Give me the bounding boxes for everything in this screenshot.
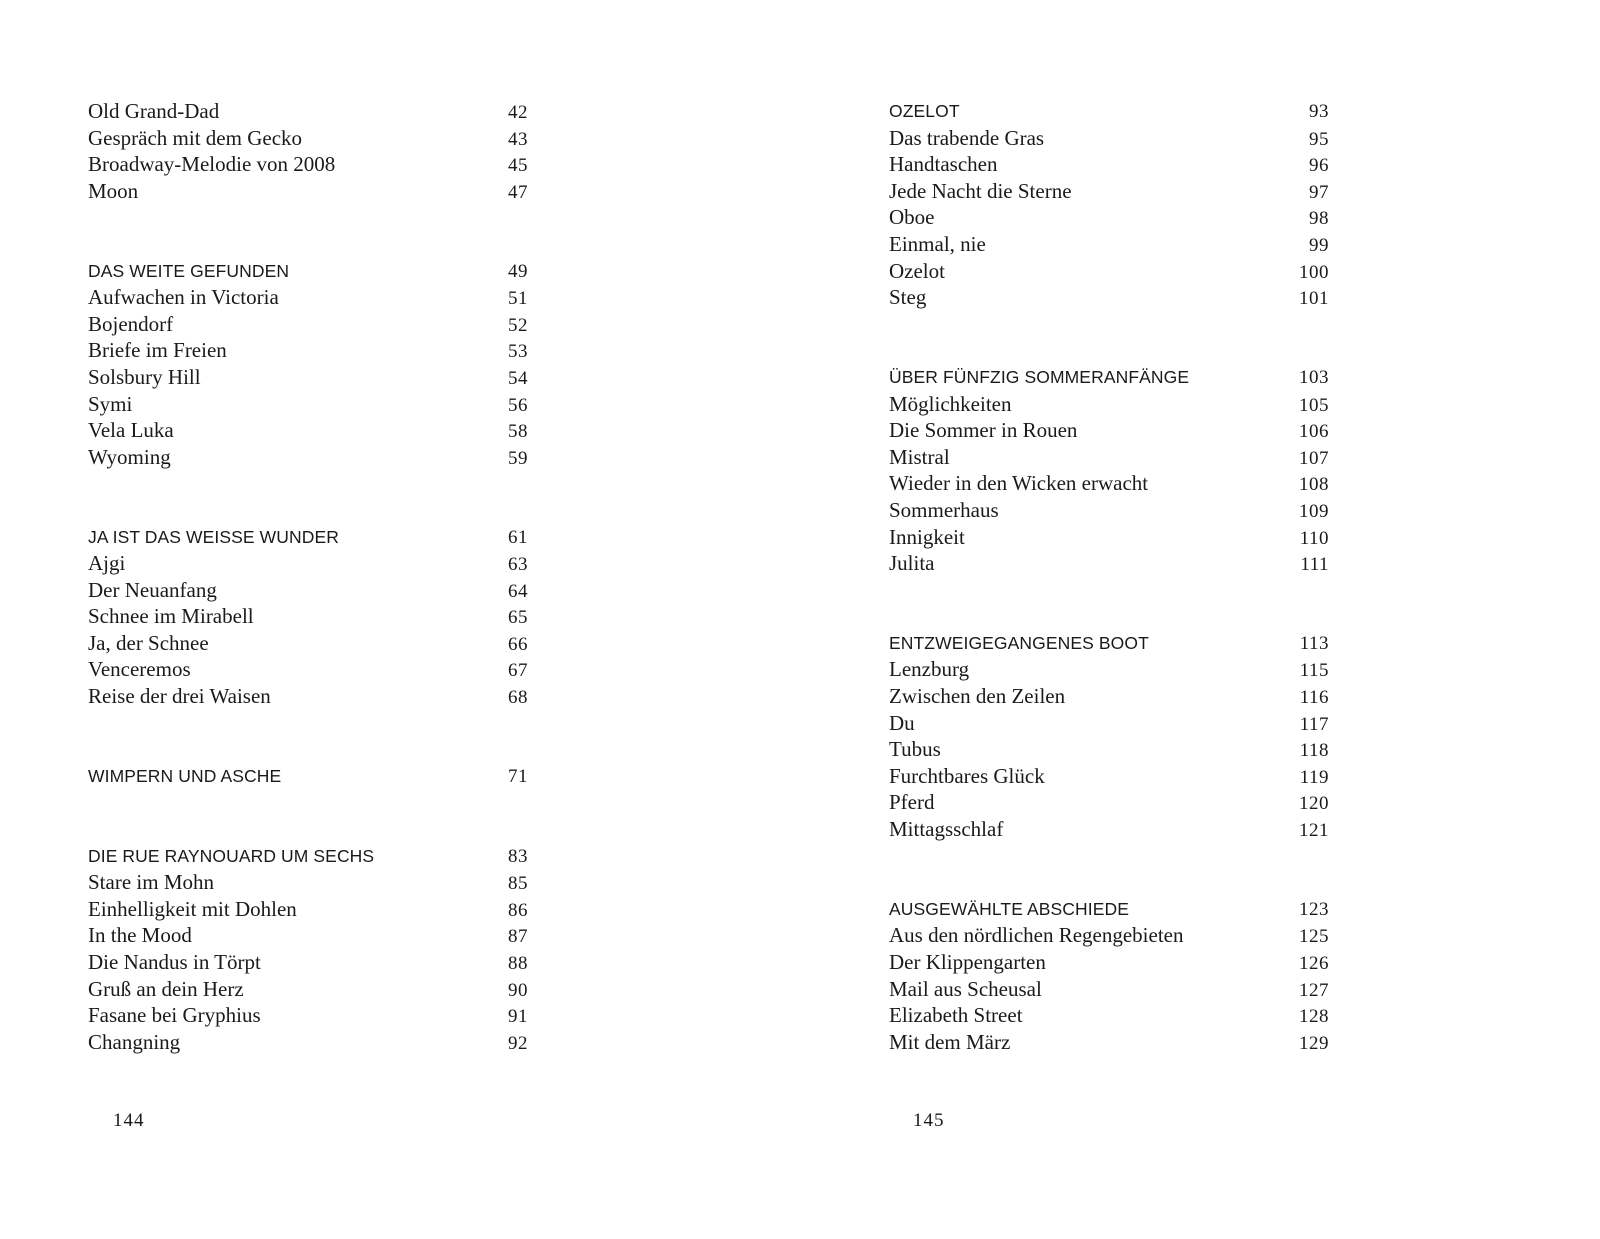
toc-entry xyxy=(88,444,528,471)
toc-title: Elizabeth Street xyxy=(889,1003,1023,1028)
toc-entry xyxy=(889,444,1329,471)
toc-page-number: 127 xyxy=(1299,979,1329,1001)
toc-page-number: 51 xyxy=(508,288,528,310)
toc-title: Venceremos xyxy=(88,657,191,682)
toc-section-heading xyxy=(889,630,1329,657)
toc-title: Reise der drei Waisen xyxy=(88,684,271,709)
toc-entry xyxy=(889,922,1329,949)
toc-section-heading xyxy=(88,763,528,790)
toc-page-number: 90 xyxy=(508,979,528,1001)
toc-entry xyxy=(889,710,1329,737)
toc-title: Symi xyxy=(88,391,133,416)
toc-page-number: 95 xyxy=(1309,128,1329,150)
toc-page-number: 109 xyxy=(1299,500,1329,522)
toc-title: Zwischen den Zeilen xyxy=(889,684,1066,709)
toc-entry xyxy=(88,151,528,178)
toc-title: Du xyxy=(889,710,915,735)
toc-title: Mit dem März xyxy=(889,1029,1011,1054)
toc-entry xyxy=(889,231,1329,258)
toc-page-number: 101 xyxy=(1299,288,1329,310)
section-gap xyxy=(88,789,528,842)
toc-entry xyxy=(88,337,528,364)
toc-title: Ajgi xyxy=(88,551,126,576)
toc-entry xyxy=(88,577,528,604)
toc-title: Broadway-Melodie von 2008 xyxy=(88,152,336,177)
toc-page-number: 98 xyxy=(1309,208,1329,230)
toc-entry xyxy=(889,470,1329,497)
toc-page-number: 68 xyxy=(508,687,528,709)
toc-section-heading xyxy=(889,364,1329,391)
toc-entry xyxy=(88,656,528,683)
toc-entry xyxy=(88,364,528,391)
toc-title: Einhelligkeit mit Dohlen xyxy=(88,896,297,921)
toc-entry xyxy=(889,949,1329,976)
toc-page-number: 119 xyxy=(1299,766,1329,788)
toc-entry xyxy=(889,976,1329,1003)
toc-entry xyxy=(88,683,528,710)
toc-page-number: 113 xyxy=(1299,632,1329,654)
toc-title: Fasane bei Gryphius xyxy=(88,1003,261,1028)
toc-title: Die Nandus in Törpt xyxy=(88,950,261,974)
toc-page-number: 61 xyxy=(508,526,528,548)
toc-page-number: 108 xyxy=(1299,474,1329,496)
toc-title: Ja, der Schnee xyxy=(88,630,209,655)
toc-page-number: 96 xyxy=(1309,155,1329,177)
toc-title: Handtaschen xyxy=(889,152,998,177)
toc-page-number: 63 xyxy=(508,554,528,576)
toc-page-number: 66 xyxy=(508,633,528,655)
toc-entry xyxy=(889,656,1329,683)
section-gap xyxy=(88,204,528,257)
toc-title: Sommerhaus xyxy=(889,497,999,522)
toc-page-number: 100 xyxy=(1299,261,1329,283)
toc-page-number: 115 xyxy=(1299,660,1329,682)
toc-entry xyxy=(88,603,528,630)
toc-page-number: 59 xyxy=(508,447,528,469)
toc-title: Julita xyxy=(889,551,935,576)
toc-title: Wieder in den Wicken erwacht xyxy=(889,471,1149,496)
toc-title: Lenzburg xyxy=(889,657,970,682)
left-page-contents xyxy=(88,98,528,1055)
toc-page-number: 110 xyxy=(1299,527,1329,549)
toc-page-number: 58 xyxy=(508,421,528,443)
toc-title: Stare im Mohn xyxy=(88,870,214,895)
toc-title: Jede Nacht die Sterne xyxy=(889,178,1072,203)
toc-entry xyxy=(88,417,528,444)
toc-title: Gespräch mit dem Gecko xyxy=(88,125,303,150)
toc-title: Der Neuanfang xyxy=(88,577,217,602)
toc-page-number: 87 xyxy=(508,926,528,948)
toc-page-number: 117 xyxy=(1299,713,1329,735)
section-gap xyxy=(88,470,528,523)
toc-entry xyxy=(88,976,528,1003)
toc-title: Das trabende Gras xyxy=(889,125,1045,150)
toc-entry xyxy=(889,284,1329,311)
toc-entry xyxy=(889,178,1329,205)
toc-entry xyxy=(889,125,1329,152)
toc-entry xyxy=(889,736,1329,763)
toc-entry xyxy=(88,284,528,311)
toc-title: Gruß an dein Herz xyxy=(88,976,244,1001)
toc-entry xyxy=(889,524,1329,551)
toc-page-number: 83 xyxy=(508,845,528,867)
toc-title: Mittagsschlaf xyxy=(889,817,1004,842)
toc-page-number: 54 xyxy=(508,367,528,389)
toc-entry xyxy=(889,550,1329,577)
toc-title: Pferd xyxy=(889,790,935,815)
toc-page-number: 52 xyxy=(508,314,528,336)
toc-entry xyxy=(889,258,1329,285)
section-gap xyxy=(88,710,528,763)
toc-title: Old Grand-Dad xyxy=(88,99,220,123)
toc-entry xyxy=(889,763,1329,790)
toc-page-number: 71 xyxy=(508,765,528,787)
toc-entry xyxy=(88,1002,528,1029)
toc-page-number: 64 xyxy=(508,580,528,602)
toc-page-number: 129 xyxy=(1299,1032,1329,1054)
toc-page-number: 65 xyxy=(508,607,528,629)
toc-title: Schnee im Mirabell xyxy=(88,604,254,629)
toc-page-number: 97 xyxy=(1309,181,1329,203)
section-gap xyxy=(889,577,1329,630)
toc-entry xyxy=(889,789,1329,816)
toc-page-number: 56 xyxy=(508,394,528,416)
toc-title: Ozelot xyxy=(889,258,945,283)
toc-section-heading xyxy=(889,98,1329,125)
toc-title: Mail aus Scheusal xyxy=(889,976,1042,1001)
toc-page-number: 123 xyxy=(1299,898,1329,920)
section-title: AUSGEWÄHLTE ABSCHIEDE xyxy=(889,898,1130,919)
section-gap xyxy=(889,311,1329,364)
toc-entry xyxy=(889,497,1329,524)
toc-entry xyxy=(88,630,528,657)
toc-entry xyxy=(88,391,528,418)
toc-entry xyxy=(889,1029,1329,1056)
section-title: ÜBER FÜNFZIG SOMMERANFÄNGE xyxy=(889,366,1190,387)
toc-page-number: 92 xyxy=(508,1032,528,1054)
toc-page-number: 99 xyxy=(1309,234,1329,256)
toc-section-heading xyxy=(88,524,528,551)
toc-page-number: 93 xyxy=(1309,101,1329,122)
right-page-contents xyxy=(889,98,1329,1055)
toc-title: Vela Luka xyxy=(88,418,174,443)
section-gap xyxy=(889,843,1329,896)
toc-title: Möglichkeiten xyxy=(889,391,1012,416)
toc-title: In the Mood xyxy=(88,923,192,948)
toc-entry xyxy=(889,151,1329,178)
page-number-right: 145 xyxy=(913,1110,945,1131)
toc-title: Oboe xyxy=(889,205,935,230)
toc-page-number: 106 xyxy=(1299,421,1329,443)
toc-entry xyxy=(88,1029,528,1056)
toc-title: Furchtbares Glück xyxy=(889,763,1045,788)
toc-page-number: 49 xyxy=(508,260,528,282)
toc-page-number: 67 xyxy=(508,660,528,682)
toc-page-number: 111 xyxy=(1300,554,1329,576)
toc-entry xyxy=(88,896,528,923)
toc-page-number: 42 xyxy=(508,102,528,123)
toc-page-number: 128 xyxy=(1299,1006,1329,1028)
toc-page-number: 91 xyxy=(508,1006,528,1028)
toc-page-number: 116 xyxy=(1299,687,1329,709)
page-number-left: 144 xyxy=(113,1110,145,1131)
section-title: DAS WEITE GEFUNDEN xyxy=(88,260,290,281)
toc-page-number: 86 xyxy=(508,899,528,921)
toc-entry xyxy=(88,949,528,976)
toc-page-number: 105 xyxy=(1299,394,1329,416)
toc-title: Bojendorf xyxy=(88,311,174,336)
toc-section-heading xyxy=(889,896,1329,923)
toc-entry xyxy=(889,683,1329,710)
toc-entry xyxy=(88,178,528,205)
section-title: DIE RUE RAYNOUARD UM SECHS xyxy=(88,845,375,866)
section-title: JA IST DAS WEISSE WUNDER xyxy=(88,526,340,547)
toc-page-number: 120 xyxy=(1299,793,1329,815)
toc-title: Wyoming xyxy=(88,444,171,469)
toc-title: Die Sommer in Rouen xyxy=(889,418,1078,443)
toc-page-number: 121 xyxy=(1299,820,1329,842)
toc-page-number: 45 xyxy=(508,155,528,177)
toc-page-number: 126 xyxy=(1299,953,1329,974)
section-title: ENTZWEIGEGANGENES BOOT xyxy=(889,632,1149,653)
section-title: OZELOT xyxy=(889,101,960,121)
toc-entry xyxy=(889,1002,1329,1029)
toc-entry xyxy=(889,391,1329,418)
toc-page-number: 107 xyxy=(1299,447,1329,469)
toc-entry xyxy=(88,922,528,949)
toc-section-heading xyxy=(88,843,528,870)
toc-title: Tubus xyxy=(889,737,941,762)
toc-entry xyxy=(88,550,528,577)
toc-page-number: 43 xyxy=(508,128,528,150)
toc-page-number: 103 xyxy=(1299,366,1329,388)
toc-title: Steg xyxy=(889,285,927,310)
toc-entry xyxy=(88,98,528,125)
toc-entry xyxy=(88,125,528,152)
toc-section-heading xyxy=(88,258,528,285)
toc-entry xyxy=(889,417,1329,444)
toc-title: Aufwachen in Victoria xyxy=(88,285,279,310)
toc-entry xyxy=(889,816,1329,843)
toc-page-number: 53 xyxy=(508,341,528,363)
toc-title: Briefe im Freien xyxy=(88,338,227,363)
toc-page-number: 118 xyxy=(1299,740,1329,762)
section-title: WIMPERN UND ASCHE xyxy=(88,765,282,786)
toc-entry xyxy=(889,204,1329,231)
toc-title: Solsbury Hill xyxy=(88,364,201,389)
toc-title: Innigkeit xyxy=(889,524,965,549)
toc-entry xyxy=(88,869,528,896)
toc-page-number: 125 xyxy=(1299,926,1329,948)
toc-page-number: 88 xyxy=(508,953,528,974)
toc-page-number: 85 xyxy=(508,873,528,895)
toc-title: Der Klippengarten xyxy=(889,950,1046,974)
toc-title: Mistral xyxy=(889,444,950,469)
toc-title: Changning xyxy=(88,1029,181,1054)
toc-title: Einmal, nie xyxy=(889,231,986,256)
toc-entry xyxy=(88,311,528,338)
toc-title: Aus den nördlichen Regengebieten xyxy=(889,923,1184,948)
toc-title: Moon xyxy=(88,178,139,203)
toc-page-number: 47 xyxy=(508,181,528,203)
